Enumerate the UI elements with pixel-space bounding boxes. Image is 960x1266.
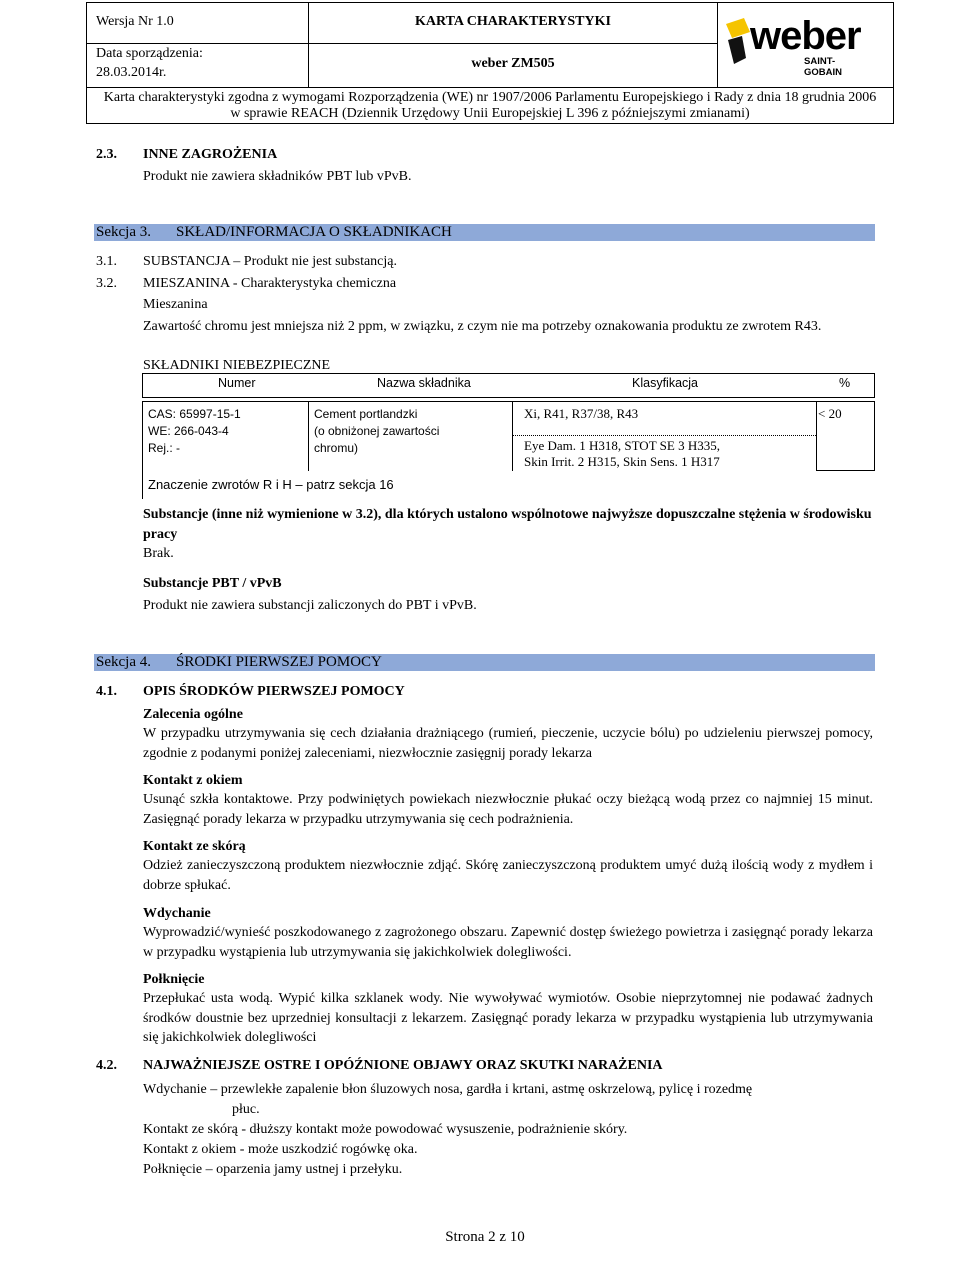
product-name: weber ZM505 bbox=[471, 56, 555, 71]
regulation-line-1: Karta charakterystyki zgodna z wymogami Rozporządzenia (WE) nr 1907/2006 Parlamentu Europejskiego i Rady z dnia 18 grudnia 2006 bbox=[103, 90, 877, 105]
symptom-ingestion: Połknięcie – oparzenia jamy ustnej i przełyku. bbox=[143, 1162, 403, 1177]
section-3-title: SKŁAD/INFORMACJA O SKŁADNIKACH bbox=[176, 224, 452, 240]
s23-text: Produkt nie zawiera składników PBT lub vPvB. bbox=[143, 169, 412, 184]
general-advice-title: Zalecenia ogólne bbox=[143, 707, 243, 722]
reach-registration: Rej.: - bbox=[148, 441, 181, 455]
s32-number: 3.2. bbox=[96, 276, 117, 291]
col-header-number: Numer bbox=[218, 376, 256, 390]
pbt-text: Produkt nie zawiera substancji zaliczonych do PBT i vPvB. bbox=[143, 598, 477, 613]
col-header-classification: Klasyfikacja bbox=[632, 376, 698, 390]
col-header-name: Nazwa składnika bbox=[377, 376, 471, 390]
hazardous-components-table bbox=[142, 373, 875, 499]
component-name-3: chromu) bbox=[314, 441, 359, 455]
eye-contact-title: Kontakt z okiem bbox=[143, 773, 243, 788]
cas-number: CAS: 65997-15-1 bbox=[148, 407, 241, 421]
section-4-bar bbox=[94, 654, 875, 671]
header-divider bbox=[87, 87, 893, 88]
logo-wordmark: weber bbox=[750, 14, 861, 58]
s42-title: NAJWAŻNIEJSZE OSTRE I OPÓŹNIONE OBJAWY ORAZ SKUTKI NARAŻENIA bbox=[143, 1058, 663, 1073]
inhalation-title: Wdychanie bbox=[143, 906, 211, 921]
s32-title: MIESZANINA - Charakterystyka chemiczna bbox=[143, 276, 397, 291]
header-divider bbox=[87, 43, 717, 44]
logo-subtext: SAINT-GOBAIN bbox=[804, 56, 842, 78]
component-name-2: (o obniżonej zawartości bbox=[314, 424, 440, 438]
symptom-skin: Kontakt ze skórą - dłuższy kontakt może powodować wysuszenie, podrażnienie skóry. bbox=[143, 1122, 628, 1137]
skin-contact-title: Kontakt ze skórą bbox=[143, 839, 246, 854]
weber-logo bbox=[722, 14, 872, 78]
section-4-label: Sekcja 4. bbox=[96, 654, 151, 670]
date-value: 28.03.2014r. bbox=[96, 65, 167, 80]
section-3-bar bbox=[94, 224, 875, 241]
symptom-inhalation-cont: płuc. bbox=[232, 1102, 260, 1117]
symptom-inhalation: Wdychanie – przewlekłe zapalenie błon śluzowych nosa, gardła i krtani, astmę oskrzelową, pylicę i rozedmę bbox=[143, 1082, 753, 1097]
regulation-line-2: w sprawie REACH (Dziennik Urzędowy Unii Europejskiej L 396 z późniejszymi zmianami) bbox=[230, 106, 750, 121]
section-3-label: Sekcja 3. bbox=[96, 224, 151, 240]
concentration-percent: < 20 bbox=[818, 406, 842, 421]
classification-clp-2: Skin Irrit. 2 H315, Skin Sens. 1 H317 bbox=[524, 454, 720, 469]
pbt-title: Substancje PBT / vPvB bbox=[143, 576, 282, 591]
document-title: KARTA CHARAKTERYSTYKI bbox=[415, 14, 611, 29]
ingestion-text: Przepłukać usta wodą. Wypić kilka szklanek wody. Nie wywoływać wymiotów. Osobie nieprzytomnej nie podawać żadnych środków doustnie bez uprzedniej konsultacji z lekarzem. Zasięgnąć porady lekarza w przypadku wystąpienia lub utrzymywania się jakichkolwiek dolegliwości bbox=[143, 991, 873, 1045]
s41-title: OPIS ŚRODKÓW PIERWSZEJ POMOCY bbox=[143, 684, 405, 699]
page-number: Strona 2 z 10 bbox=[445, 1229, 525, 1245]
symptom-eye: Kontakt z okiem - może uszkodzić rogówkę oka. bbox=[143, 1142, 418, 1157]
s31-number: 3.1. bbox=[96, 254, 117, 269]
s42-number: 4.2. bbox=[96, 1058, 117, 1073]
we-number: WE: 266-043-4 bbox=[148, 424, 229, 438]
classification-dsd: Xi, R41, R37/38, R43 bbox=[524, 406, 639, 421]
s31-text: SUBSTANCJA – Produkt nie jest substancją. bbox=[143, 254, 397, 269]
eye-contact-text: Usunąć szkła kontaktowe. Przy podwiniętych powiekach niezwłocznie płukać oczy bieżącą wodą przez co najmniej 15 minut. Zasięgnąć porady lekarza w przypadku utrzymywania się cech podrażnienia. bbox=[143, 792, 873, 827]
component-name-1: Cement portlandzki bbox=[314, 407, 418, 421]
col-header-percent: % bbox=[839, 376, 851, 390]
mixture-label: Mieszanina bbox=[143, 297, 208, 312]
oel-title: Substancje (inne niż wymienione w 3.2), dla których ustalono wspólnotowe najwyższe dopuszczalne stężenia w środowisku pracy bbox=[143, 507, 872, 542]
inhalation-text: Wyprowadzić/wynieść poszkodowanego z zagrożonego obszaru. Zapewnić dostęp świeżego powietrza i zasięgnąć porady lekarza w przypadku wystąpienia lub utrzymywania się jakichkolwiek dolegliwości. bbox=[143, 925, 873, 960]
ingestion-title: Połknięcie bbox=[143, 972, 205, 987]
hazardous-components-title: SKŁADNIKI NIEBEZPIECZNE bbox=[143, 358, 331, 373]
r-h-phrases-note: Znaczenie zwrotów R i H – patrz sekcja 16 bbox=[148, 477, 394, 492]
general-advice-text: W przypadku utrzymywania się cech działania drażniącego (rumień, pieczenie, uczycie bólu) po udzieleniu pierwszej pomocy, zgodnie z podanymi poniżej zaleceniami, niezwłocznie zasięgnij porady lekarza bbox=[143, 726, 873, 761]
s41-number: 4.1. bbox=[96, 684, 117, 699]
version-label: Wersja Nr 1.0 bbox=[96, 14, 174, 29]
chromium-note: Zawartość chromu jest mniejsza niż 2 ppm, w związku, z czym nie ma potrzeby oznakowania produktu ze zwrotem R43. bbox=[143, 319, 822, 334]
classification-clp-1: Eye Dam. 1 H318, STOT SE 3 H335, bbox=[524, 438, 720, 453]
s23-number: 2.3. bbox=[96, 147, 117, 162]
oel-text: Brak. bbox=[143, 546, 174, 561]
section-4-title: ŚRODKI PIERWSZEJ POMOCY bbox=[176, 654, 382, 670]
date-label: Data sporządzenia: bbox=[96, 46, 203, 61]
s23-title: INNE ZAGROŻENIA bbox=[143, 147, 278, 162]
skin-contact-text: Odzież zanieczyszczoną produktem niezwłocznie zdjąć. Skórę zanieczyszczoną produktem umyć dużą ilością wody z mydłem i dobrze spłukać. bbox=[143, 858, 873, 893]
